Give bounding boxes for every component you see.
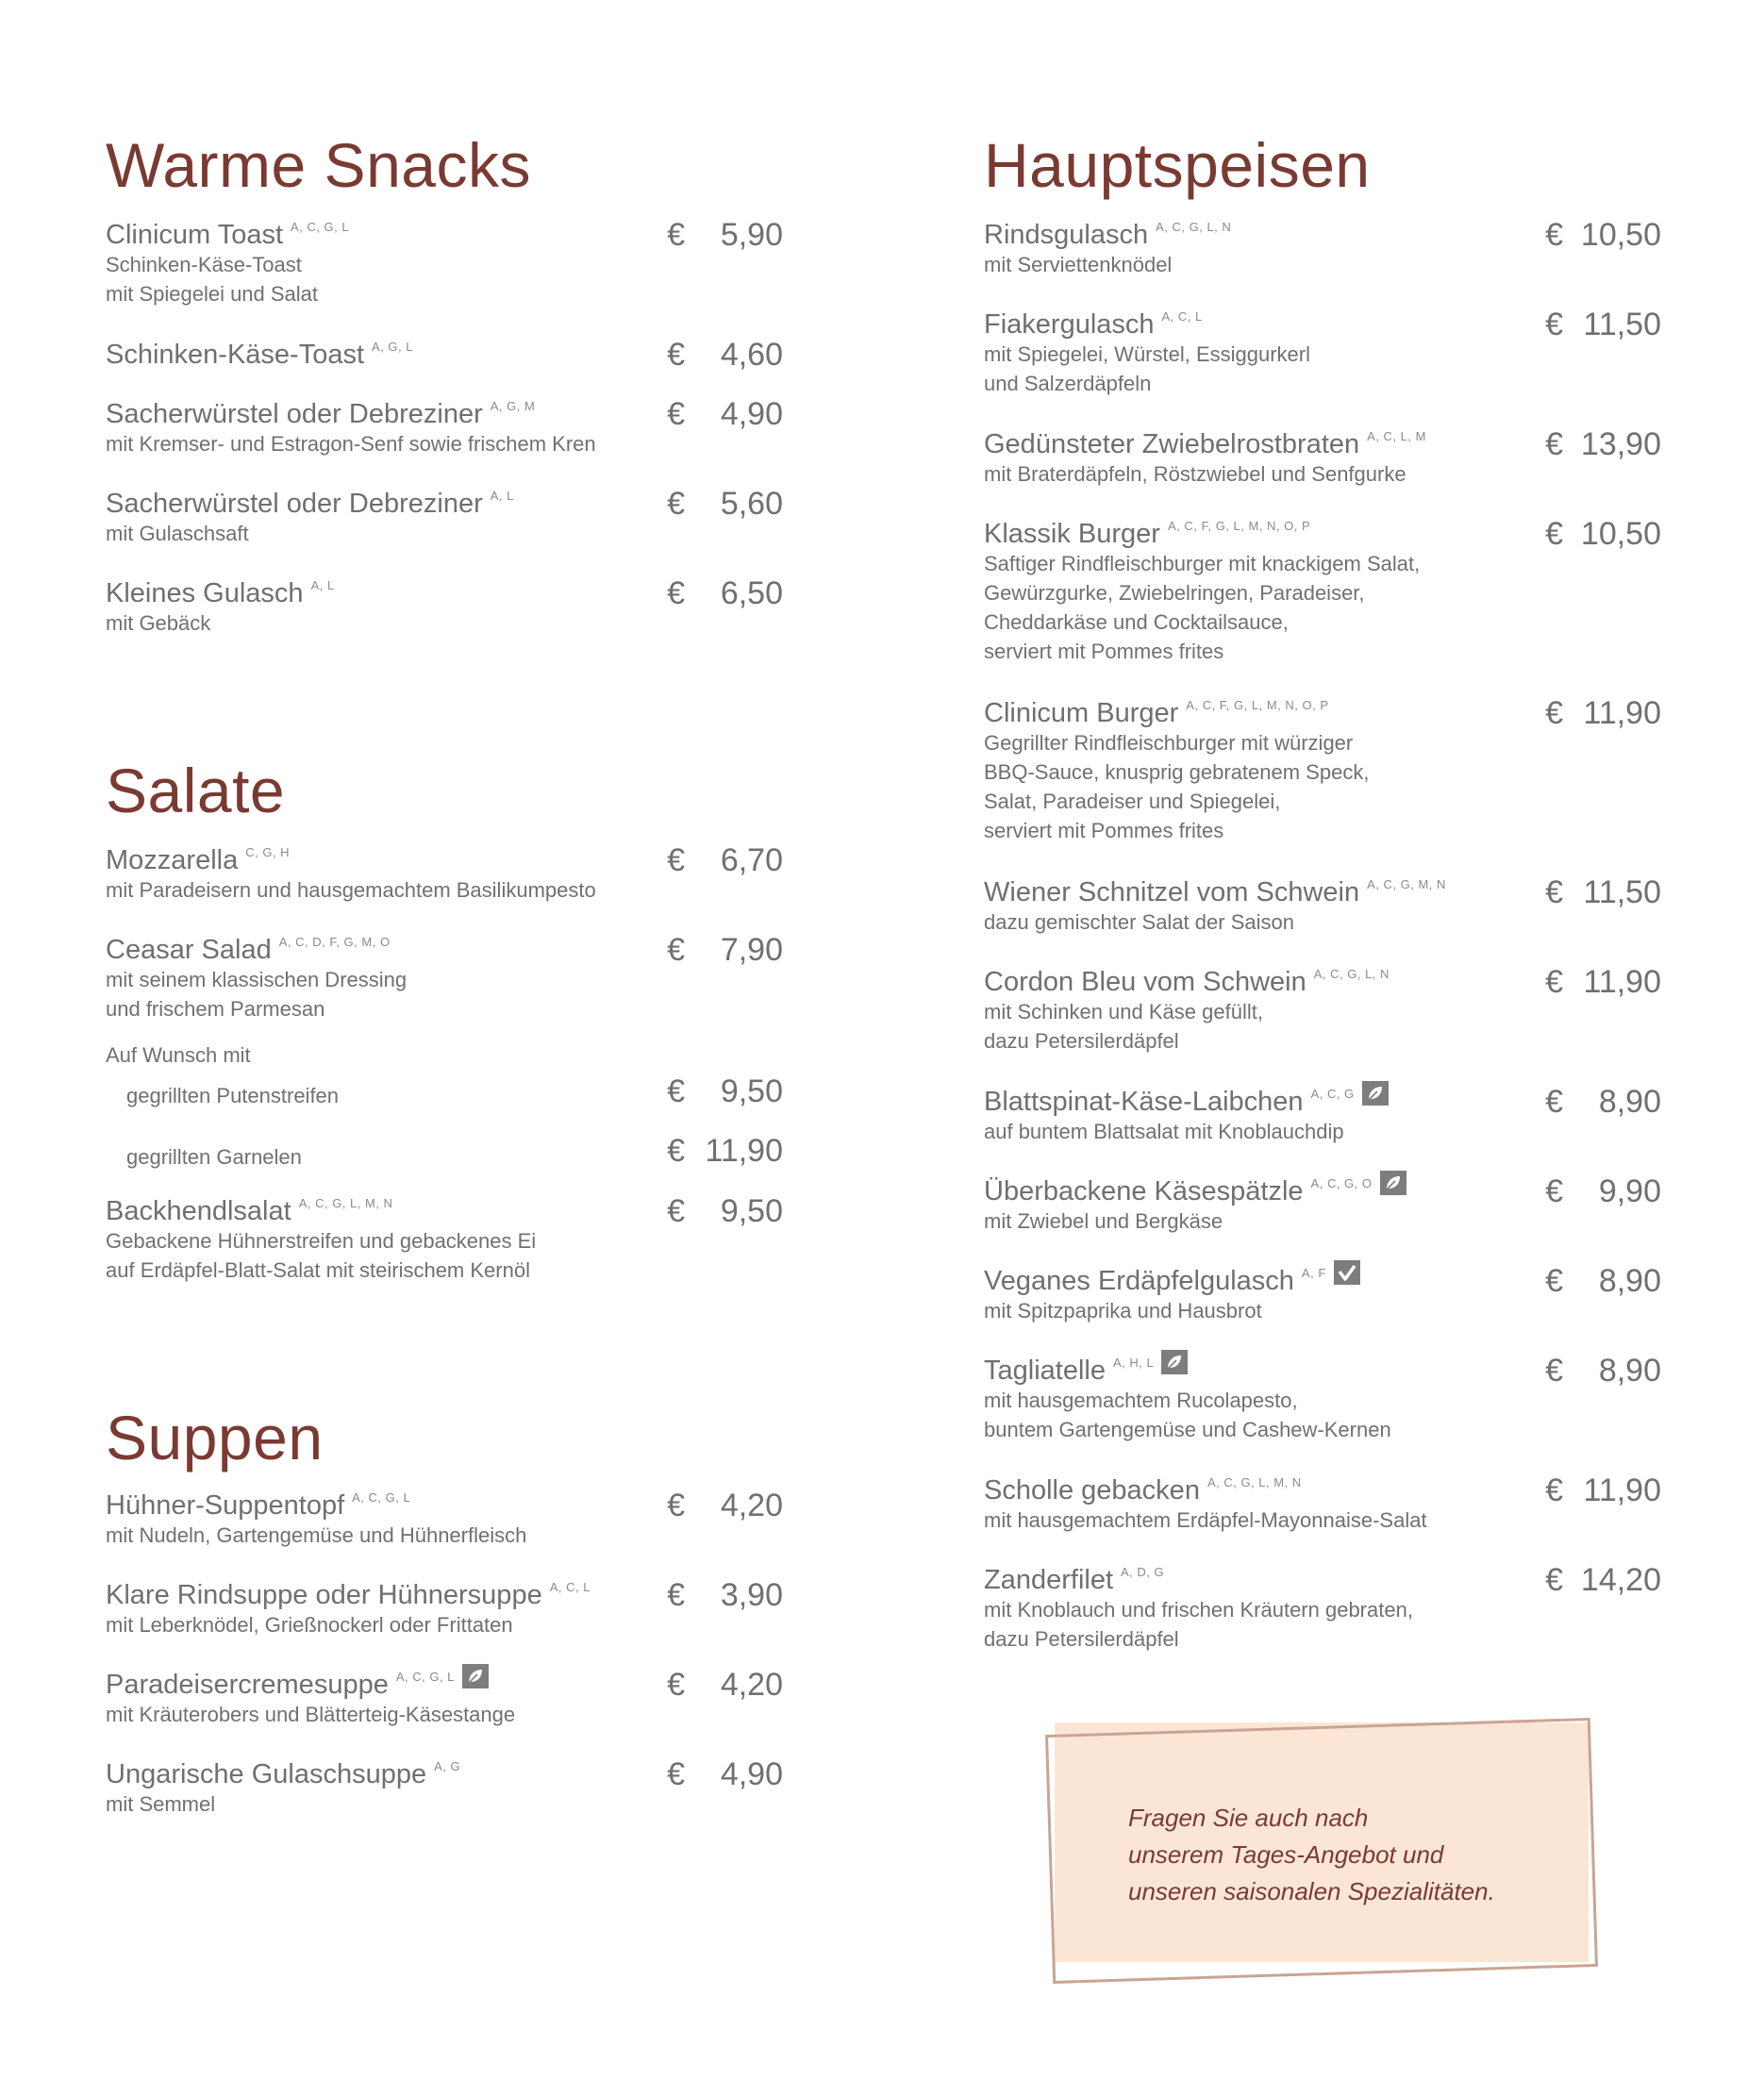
price-value: 11,90 (705, 1133, 783, 1169)
section-title-suppen: Suppen (106, 1403, 324, 1472)
section-title-warme-snacks: Warme Snacks (106, 130, 531, 200)
extra-option-name: gegrillten Garnelen (126, 1145, 302, 1169)
item-price (667, 486, 783, 522)
currency-symbol: € (1545, 1562, 1563, 1598)
item-name: Fiakergulasch (984, 309, 1155, 340)
item-description: mit Spiegelei und Salat (106, 282, 319, 306)
vegetarian-leaf-icon (1362, 1081, 1389, 1106)
menu-item (984, 1562, 1661, 1654)
item-description: Cheddarkäse und Cocktailsauce, (984, 610, 1289, 634)
menu-item (984, 426, 1661, 489)
allergen-codes: A, C, G, L, N (1313, 967, 1390, 981)
currency-symbol: € (667, 1073, 685, 1109)
currency-symbol: € (667, 486, 685, 522)
item-description: Salat, Paradeiser und Spiegelei, (984, 790, 1281, 813)
item-name: Rindsgulasch (984, 220, 1149, 250)
item-description: Gebackene Hühnerstreifen und gebackenes Ei (106, 1229, 537, 1253)
item-description: mit Paradeisern und hausgemachtem Basilikumpesto (106, 878, 596, 902)
menu-item (984, 1173, 1661, 1236)
allergen-codes: A, G (434, 1759, 461, 1773)
menu-item (106, 1193, 783, 1285)
item-price (667, 217, 783, 253)
currency-symbol: € (1545, 1472, 1563, 1508)
item-price (667, 842, 783, 878)
item-description: und frischem Parmesan (106, 997, 325, 1021)
item-price (667, 1577, 783, 1613)
menu-item (106, 575, 783, 638)
menu-item (984, 217, 1661, 279)
menu-item (984, 1084, 1661, 1146)
vegetarian-leaf-icon (1161, 1350, 1188, 1374)
item-description: mit Gulaschsaft (106, 522, 249, 545)
price-value: 9,90 (1598, 1173, 1661, 1209)
price-value: 3,90 (720, 1577, 783, 1613)
price-value: 14,20 (1580, 1562, 1661, 1598)
item-description: dazu gemischter Salat der Saison (984, 910, 1294, 934)
menu-item (106, 486, 783, 548)
item-name: Ceasar Salad (106, 935, 272, 965)
allergen-codes: A, C, G, L, N (1156, 220, 1232, 234)
item-price (667, 932, 783, 968)
item-name: Klassik Burger (984, 519, 1160, 549)
item-price (667, 396, 783, 432)
allergen-codes: A, C, L (1161, 309, 1203, 324)
currency-symbol: € (667, 1133, 685, 1169)
item-name: Blattspinat-Käse-Laibchen (984, 1087, 1304, 1117)
item-name: Ungarische Gulaschsuppe (106, 1759, 427, 1789)
item-description: mit Knoblauch und frischen Kräutern gebraten, (984, 1598, 1413, 1622)
currency-symbol: € (1545, 695, 1563, 731)
allergen-codes: A, F (1301, 1266, 1326, 1280)
item-price (667, 1488, 783, 1523)
currency-symbol: € (1545, 874, 1563, 910)
allergen-codes: A, C, G, L, M, N (298, 1196, 393, 1210)
currency-symbol: € (667, 932, 685, 968)
item-description: auf Erdäpfel-Blatt-Salat mit steirischem Kernöl (106, 1258, 530, 1282)
price-value: 10,50 (1580, 516, 1661, 552)
menu-item (106, 842, 783, 905)
menu-item (106, 1667, 783, 1729)
price-value: 4,60 (720, 337, 783, 373)
allergen-codes: A, C, F, G, L, M, N, O, P (1186, 698, 1329, 712)
menu-item (106, 217, 783, 308)
allergen-codes: A, G, L (372, 340, 413, 354)
item-price (1545, 1562, 1661, 1598)
extras-label: Auf Wunsch mit (106, 1043, 251, 1067)
menu-item (984, 964, 1661, 1056)
vegetarian-leaf-icon (462, 1664, 489, 1688)
item-name: Veganes Erdäpfelgulasch (984, 1266, 1294, 1296)
item-price (1545, 1472, 1661, 1508)
allergen-codes: C, G, H (245, 845, 291, 859)
menu-item (984, 874, 1661, 937)
allergen-codes: A, C, G, L, M, N (1207, 1475, 1302, 1489)
currency-symbol: € (667, 396, 685, 432)
item-description: dazu Petersilerdäpfel (984, 1627, 1179, 1651)
item-price (1545, 516, 1661, 552)
price-value: 7,90 (720, 932, 783, 968)
item-price (1545, 964, 1661, 1000)
note-line: Fragen Sie auch nach (1128, 1804, 1369, 1832)
price-value: 4,90 (720, 1756, 783, 1792)
price-value: 5,90 (720, 217, 783, 253)
item-name: Hühner-Suppentopf (106, 1490, 345, 1521)
note-line: unserem Tages-Angebot und (1128, 1840, 1444, 1869)
menu-item (106, 396, 783, 458)
currency-symbol: € (667, 1577, 685, 1613)
item-description: mit Braterdäpfeln, Röstzwiebel und Senfgurke (984, 462, 1406, 486)
menu-item (984, 1263, 1661, 1325)
item-description: mit Spiegelei, Würstel, Essiggurkerl (984, 342, 1311, 366)
currency-symbol: € (1545, 217, 1563, 253)
allergen-codes: A, C, G, L (291, 220, 350, 234)
item-price (1545, 307, 1661, 342)
item-price (1545, 695, 1661, 731)
menu-item (984, 1353, 1661, 1444)
item-description: mit Schinken und Käse gefüllt, (984, 1000, 1263, 1023)
item-description: serviert mit Pommes frites (984, 819, 1224, 842)
item-price (667, 575, 783, 611)
item-description: mit Gebäck (106, 611, 211, 635)
currency-symbol: € (667, 575, 685, 611)
item-name: Kleines Gulasch (106, 578, 304, 608)
price-value: 4,90 (720, 396, 783, 432)
item-description: serviert mit Pommes frites (984, 640, 1224, 663)
item-price (1545, 426, 1661, 462)
allergen-codes: A, C, L (549, 1580, 591, 1594)
item-description: BBQ-Sauce, knusprig gebratenem Speck, (984, 760, 1370, 784)
price-value: 4,20 (720, 1667, 783, 1703)
item-price (1545, 217, 1661, 253)
currency-symbol: € (667, 217, 685, 253)
currency-symbol: € (1545, 426, 1563, 462)
item-name: Sacherwürstel oder Debreziner (106, 489, 483, 519)
allergen-codes: A, C, G (1310, 1087, 1355, 1101)
allergen-codes: A, C, G, O (1310, 1176, 1373, 1190)
item-price (667, 337, 783, 373)
currency-symbol: € (1545, 1353, 1563, 1389)
item-price (1545, 874, 1661, 910)
item-name: Scholle gebacken (984, 1475, 1200, 1505)
menu-item (106, 1490, 783, 1550)
price-value: 8,90 (1598, 1353, 1661, 1389)
item-name: Paradeisercremesuppe (106, 1670, 389, 1700)
item-description: mit hausgemachtem Erdäpfel-Mayonnaise-Salat (984, 1508, 1427, 1532)
section-title-hauptspeisen: Hauptspeisen (984, 130, 1371, 200)
price-value: 13,90 (1580, 426, 1661, 462)
currency-symbol: € (1545, 1263, 1563, 1299)
item-description: Schinken-Käse-Toast (106, 253, 302, 276)
menu-item (106, 1756, 783, 1819)
item-price (1545, 1084, 1661, 1120)
item-name: Cordon Bleu vom Schwein (984, 967, 1306, 997)
item-description: mit Leberknödel, Grießnockerl oder Frittaten (106, 1613, 513, 1637)
currency-symbol: € (667, 337, 685, 373)
item-price (667, 1073, 783, 1109)
price-value: 8,90 (1598, 1084, 1661, 1120)
menu-item (106, 1577, 783, 1639)
allergen-codes: A, H, L (1112, 1356, 1155, 1370)
item-description: mit Kräuterobers und Blätterteig-Käsestange (106, 1703, 516, 1726)
item-description: Gewürzgurke, Zwiebelringen, Paradeiser, (984, 581, 1365, 605)
allergen-codes: A, L (310, 578, 335, 592)
price-value: 11,50 (1583, 874, 1661, 910)
item-name: Klare Rindsuppe oder Hühnersuppe (106, 1580, 542, 1610)
price-value: 9,50 (720, 1193, 783, 1229)
item-name: Sacherwürstel oder Debreziner (106, 399, 483, 429)
currency-symbol: € (667, 842, 685, 878)
currency-symbol: € (1545, 307, 1563, 342)
item-name: Überbackene Käsespätzle (984, 1176, 1304, 1206)
item-description: mit Spitzpaprika und Hausbrot (984, 1299, 1262, 1322)
allergen-codes: A, L (490, 489, 514, 503)
item-name: Clinicum Toast (106, 220, 284, 250)
item-price (667, 1133, 783, 1169)
currency-symbol: € (1545, 1173, 1563, 1209)
allergen-codes: A, C, G, L (352, 1490, 411, 1505)
menu-item (106, 337, 783, 373)
item-name: Clinicum Burger (984, 698, 1179, 728)
currency-symbol: € (667, 1667, 685, 1703)
menu-item (984, 516, 1661, 666)
item-price (667, 1756, 783, 1792)
price-value: 11,90 (1583, 695, 1661, 731)
allergen-codes: A, C, F, G, L, M, N, O, P (1167, 519, 1311, 533)
price-value: 11,90 (1583, 964, 1661, 1000)
menu-item (984, 309, 1661, 398)
price-value: 4,20 (720, 1488, 783, 1523)
item-description: buntem Gartengemüse und Cashew-Kernen (984, 1418, 1391, 1441)
item-description: mit Serviettenknödel (984, 253, 1173, 276)
price-value: 6,70 (720, 842, 783, 878)
item-name: Schinken-Käse-Toast (106, 340, 365, 370)
item-name: Mozzarella (106, 845, 239, 875)
item-description: dazu Petersilerdäpfel (984, 1029, 1179, 1053)
currency-symbol: € (667, 1488, 685, 1523)
allergen-codes: A, C, L, M (1367, 429, 1426, 443)
price-value: 9,50 (720, 1073, 783, 1109)
item-description: mit Kremser- und Estragon-Senf sowie frischem Kren (106, 432, 596, 456)
item-price (667, 1193, 783, 1229)
item-name: Tagliatelle (984, 1356, 1106, 1386)
item-price (1545, 1173, 1661, 1209)
extra-option-name: gegrillten Putenstreifen (126, 1084, 340, 1107)
item-price (1545, 1263, 1661, 1299)
currency-symbol: € (1545, 1084, 1563, 1120)
menu-item (984, 695, 1661, 845)
allergen-codes: A, D, G (1121, 1565, 1165, 1579)
currency-symbol: € (1545, 964, 1563, 1000)
price-value: 8,90 (1598, 1263, 1661, 1299)
item-price (1545, 1353, 1661, 1389)
allergen-codes: A, C, D, F, G, M, O (278, 935, 391, 949)
section-title-salate: Salate (106, 756, 286, 825)
note-line: unseren saisonalen Spezialitäten. (1128, 1877, 1495, 1905)
item-description: mit seinem klassischen Dressing (106, 968, 408, 991)
item-description: Gegrillter Rindfleischburger mit würziger (984, 731, 1354, 755)
allergen-codes: A, C, G, L (395, 1670, 455, 1684)
currency-symbol: € (1545, 516, 1563, 552)
item-name: Zanderfilet (984, 1565, 1114, 1595)
item-description: mit Semmel (106, 1792, 216, 1816)
allergen-codes: A, G, M (490, 399, 536, 413)
item-description: mit hausgemachtem Rucolapesto, (984, 1389, 1298, 1412)
item-name: Wiener Schnitzel vom Schwein (984, 877, 1360, 907)
price-value: 11,50 (1583, 307, 1661, 342)
note-text (1128, 1800, 1543, 1910)
item-name: Gedünsteter Zwiebelrostbraten (984, 429, 1360, 459)
price-value: 10,50 (1580, 217, 1661, 253)
vegetarian-leaf-icon (1380, 1171, 1406, 1195)
allergen-codes: A, C, G, M, N (1367, 877, 1446, 891)
item-description: mit Zwiebel und Bergkäse (984, 1209, 1223, 1233)
menu-item (984, 1472, 1661, 1535)
price-value: 5,60 (720, 486, 783, 522)
item-price (667, 1667, 783, 1703)
menu-item (106, 932, 783, 1023)
item-description: Saftiger Rindfleischburger mit knackigem Salat, (984, 552, 1421, 575)
price-value: 6,50 (720, 575, 783, 611)
vegan-check-icon (1334, 1260, 1360, 1285)
item-name: Backhendlsalat (106, 1196, 291, 1226)
item-description: und Salzerdäpfeln (984, 372, 1152, 395)
currency-symbol: € (667, 1756, 685, 1792)
currency-symbol: € (667, 1193, 685, 1229)
price-value: 11,90 (1583, 1472, 1661, 1508)
item-description: mit Nudeln, Gartengemüse und Hühnerfleisch (106, 1523, 527, 1547)
item-description: auf buntem Blattsalat mit Knoblauchdip (984, 1120, 1344, 1143)
